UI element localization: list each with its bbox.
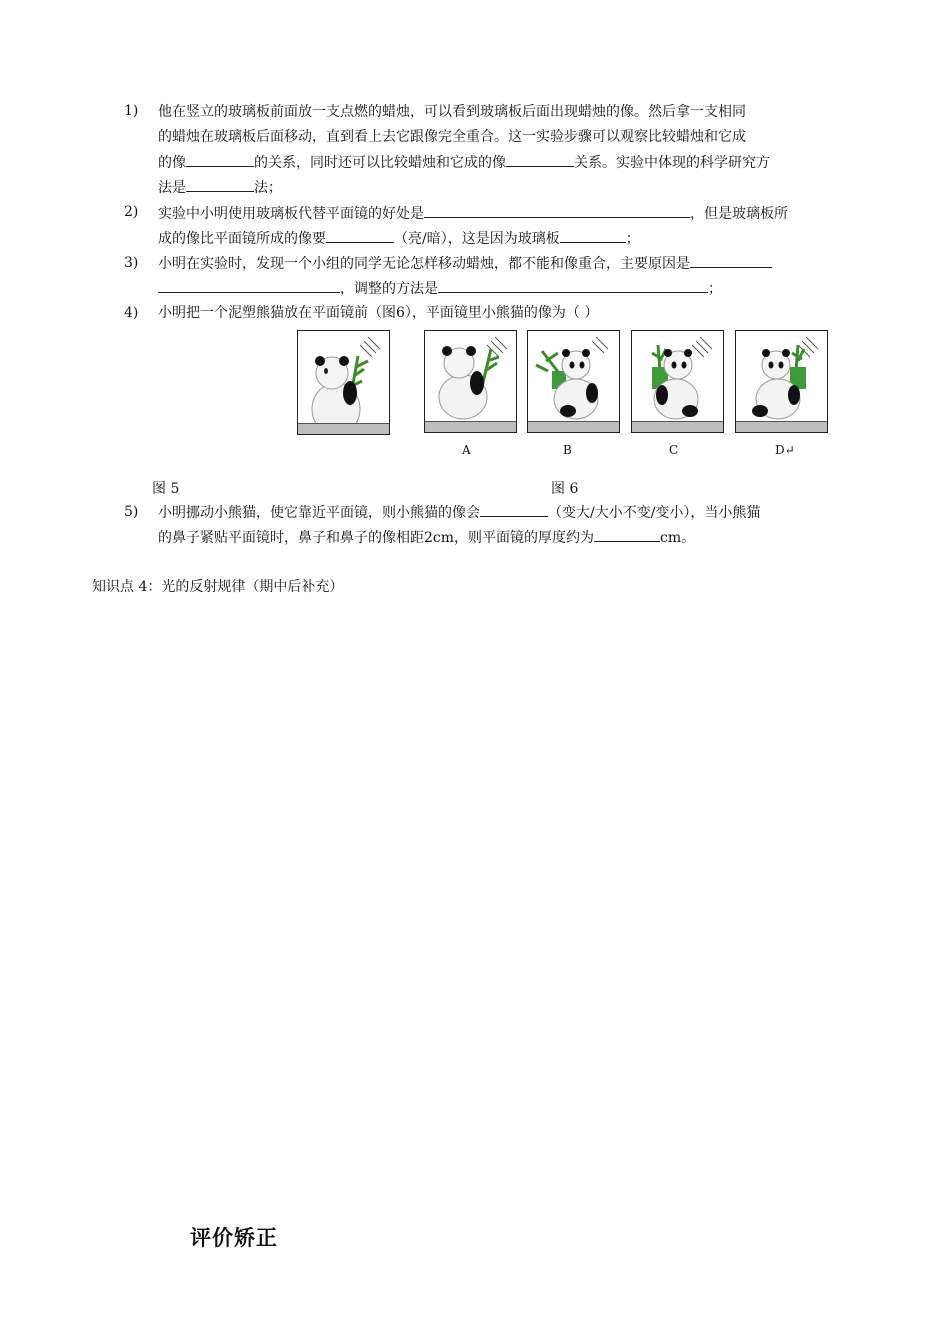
knowledge-point-heading: 知识点 4：光的反射规律（期中后补充） bbox=[92, 579, 344, 595]
answer-blank[interactable] bbox=[594, 526, 660, 542]
mirror-floor bbox=[298, 423, 389, 434]
answer-blank[interactable] bbox=[480, 501, 548, 517]
figure-5-caption: 图 5 bbox=[152, 481, 180, 497]
question-line: 小明挪动小熊猫，使它靠近平面镜，则小熊猫的像会 （变大/大小不变/变小），当小熊猫 bbox=[158, 501, 760, 524]
question-number: 3) bbox=[124, 255, 139, 271]
question-line: 实验中小明使用玻璃板代替平面镜的好处是 ，但是玻璃板所 bbox=[158, 202, 788, 225]
panda-figure-icon bbox=[736, 331, 827, 432]
answer-blank[interactable] bbox=[506, 151, 574, 167]
option-label-d: D↵ bbox=[775, 443, 795, 457]
option-b-image[interactable] bbox=[527, 330, 620, 433]
panda-figure-icon bbox=[425, 331, 516, 432]
question-number: 1) bbox=[124, 103, 139, 119]
mirror-floor bbox=[425, 421, 516, 432]
panda-figure-icon bbox=[632, 331, 723, 432]
answer-blank[interactable] bbox=[690, 252, 772, 268]
question-line: 法是 法； bbox=[158, 176, 282, 199]
question-line: 小明把一个泥塑熊猫放在平面镜前（图6），平面镜里小熊猫的像为（ ） bbox=[158, 305, 599, 321]
question-line: 的像 的关系，同时还可以比较蜡烛和它成的像 关系。实验中体现的科学研究方 bbox=[158, 151, 770, 174]
answer-blank[interactable] bbox=[158, 277, 340, 293]
panda-figure-icon bbox=[528, 331, 619, 432]
question-line: 小明在实验时，发现一个小组的同学无论怎样移动蜡烛，都不能和像重合，主要原因是 bbox=[158, 252, 772, 275]
question-number: 4) bbox=[124, 305, 139, 321]
question-number: 5) bbox=[124, 504, 139, 520]
question-line: 他在竖立的玻璃板前面放一支点燃的蜡烛，可以看到玻璃板后面出现蜡烛的像。然后拿一支相同 bbox=[158, 104, 746, 120]
option-d-image[interactable] bbox=[735, 330, 828, 433]
option-label-a: A bbox=[462, 443, 471, 457]
answer-blank[interactable] bbox=[186, 176, 254, 192]
answer-blank[interactable] bbox=[560, 227, 626, 243]
mirror-floor bbox=[632, 421, 723, 432]
answer-blank[interactable] bbox=[186, 151, 254, 167]
mirror-floor bbox=[528, 421, 619, 432]
question-line: 的鼻子紧贴平面镜时，鼻子和鼻子的像相距2cm，则平面镜的厚度约为 cm。 bbox=[158, 526, 695, 549]
option-a-image[interactable] bbox=[424, 330, 517, 433]
option-label-b: B bbox=[563, 443, 572, 457]
option-c-image[interactable] bbox=[631, 330, 724, 433]
question-number: 2) bbox=[124, 204, 139, 220]
panda-original-image bbox=[297, 330, 390, 435]
figure-6-caption: 图 6 bbox=[551, 481, 579, 497]
answer-blank[interactable] bbox=[424, 202, 690, 218]
question-line: 成的像比平面镜所成的像要 （亮/暗），这是因为玻璃板 ； bbox=[158, 227, 640, 250]
option-label-c: C bbox=[669, 443, 679, 457]
answer-blank[interactable] bbox=[326, 227, 394, 243]
question-line: 的蜡烛在玻璃板后面移动，直到看上去它跟像完全重合。这一实验步骤可以观察比较蜡烛和它成 bbox=[158, 129, 746, 145]
panda-figure-icon bbox=[298, 331, 389, 434]
mirror-floor bbox=[736, 421, 827, 432]
question-line: ，调整的方法是 ； bbox=[158, 277, 722, 300]
answer-blank[interactable] bbox=[438, 277, 708, 293]
evaluation-heading: 评价矫正 bbox=[190, 1226, 278, 1250]
